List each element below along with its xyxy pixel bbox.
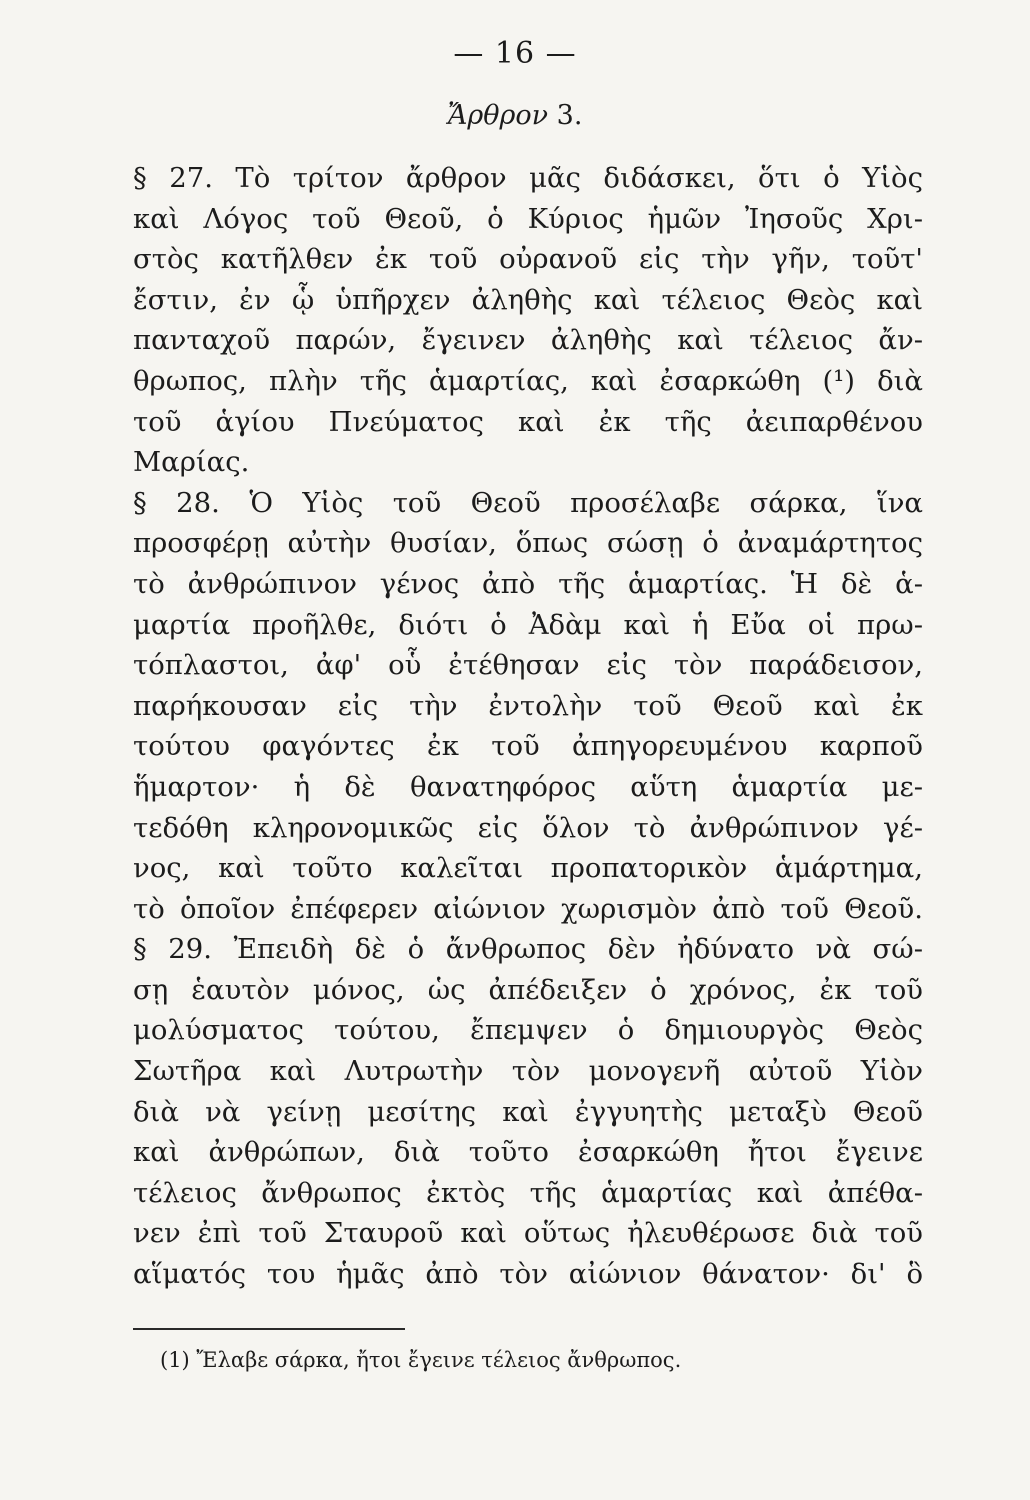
text-line: τούτου φαγόντες ἐκ τοῦ ἀπηγορευμένου καρποῦ xyxy=(133,730,923,763)
text-line: μολύσματος τούτου, ἔπεμψεν ὁ δημιουργὸς Θεὸς xyxy=(133,1014,923,1047)
article-heading-word: Ἄρθρον xyxy=(447,100,549,131)
text-line: σῃ ἑαυτὸν μόνος, ὡς ἀπέδειξεν ὁ χρόνος, ἐκ τοῦ xyxy=(133,973,923,1006)
text-line: § 28. Ὁ Υἱὸς τοῦ Θεοῦ προσέλαβε σάρκα, ἵνα xyxy=(133,486,923,519)
text-line: τὸ ὁποῖον ἐπέφερεν αἰώνιον χωρισμὸν ἀπὸ τοῦ Θεοῦ. xyxy=(133,892,923,925)
text-line: στὸς κατῆλθεν ἐκ τοῦ οὐρανοῦ εἰς τὴν γῆν, τοῦτ' xyxy=(133,243,923,276)
text-line: τὸ ἀνθρώπινον γένος ἀπὸ τῆς ἁμαρτίας. Ἡ δὲ ἁ- xyxy=(133,567,923,600)
text-line: διὰ νὰ γείνῃ μεσίτης καὶ ἐγγυητὴς μεταξὺ Θεοῦ xyxy=(133,1095,923,1128)
footnote: (1) Ἔλαβε σάρκα, ἤτοι ἔγεινε τέλειος ἄνθρωπος. xyxy=(160,1348,682,1372)
article-heading xyxy=(0,100,1030,131)
text-line: αἵματός του ἡμᾶς ἀπὸ τὸν αἰώνιον θάνατον· δι' ὃ xyxy=(133,1258,923,1291)
text-line: προσφέρῃ αὐτὴν θυσίαν, ὅπως σώσῃ ὁ ἀναμάρτητος xyxy=(133,527,923,560)
text-line: μαρτία προῆλθε, διότι ὁ Ἀδὰμ καὶ ἡ Εὔα οἱ πρω- xyxy=(133,608,923,641)
text-line: παρήκουσαν εἰς τὴν ἐντολὴν τοῦ Θεοῦ καὶ ἐκ xyxy=(133,689,923,722)
text-line: Σωτῆρα καὶ Λυτρωτὴν τὸν μονογενῆ αὐτοῦ Υἱὸν xyxy=(133,1055,923,1088)
text-line: τέλειος ἄνθρωπος ἐκτὸς τῆς ἁμαρτίας καὶ ἀπέθα- xyxy=(133,1176,923,1209)
text-line: καὶ ἀνθρώπων, διὰ τοῦτο ἐσαρκώθη ἤτοι ἔγεινε xyxy=(133,1136,923,1169)
text-line: ἥμαρτον· ἡ δὲ θανατηφόρος αὕτη ἁμαρτία με- xyxy=(133,770,923,803)
text-line: τόπλαστοι, ἀφ' οὗ ἐτέθησαν εἰς τὸν παράδεισον, xyxy=(133,649,923,682)
article-heading-number: 3. xyxy=(556,100,583,131)
text-line: § 27. Τὸ τρίτον ἄρθρον μᾶς διδάσκει, ὅτι ὁ Υἱὸς xyxy=(133,162,923,194)
text-line: καὶ Λόγος τοῦ Θεοῦ, ὁ Κύριος ἡμῶν Ἰησοῦς Χρι- xyxy=(133,202,923,235)
text-line: τεδόθη κληρονομικῶς εἰς ὅλον τὸ ἀνθρώπινον γέ- xyxy=(133,811,923,844)
page-number: — 16 — xyxy=(453,36,577,71)
text-line: τοῦ ἁγίου Πνεύματος καὶ ἐκ τῆς ἀειπαρθένου xyxy=(133,405,923,438)
text-line: νεν ἐπὶ τοῦ Σταυροῦ καὶ οὕτως ἠλευθέρωσε διὰ τοῦ xyxy=(133,1217,923,1250)
footnote-divider xyxy=(133,1328,405,1330)
text-line: πανταχοῦ παρών, ἔγεινεν ἀληθὴς καὶ τέλειος ἄν- xyxy=(133,324,923,357)
text-line: § 29. Ἐπειδὴ δὲ ὁ ἄνθρωπος δὲν ἠδύνατο νὰ σώ- xyxy=(133,933,923,966)
text-line: Μαρίας. xyxy=(133,446,250,479)
text-line: θρωπος, πλὴν τῆς ἁμαρτίας, καὶ ἐσαρκώθη (¹) διὰ xyxy=(133,364,923,397)
text-line: ἔστιν, ἐν ᾧ ὑπῆρχεν ἀληθὴς καὶ τέλειος Θεὸς καὶ xyxy=(133,283,923,316)
body-text xyxy=(133,158,923,1295)
text-line: νος, καὶ τοῦτο καλεῖται προπατορικὸν ἁμάρτημα, xyxy=(133,852,923,885)
